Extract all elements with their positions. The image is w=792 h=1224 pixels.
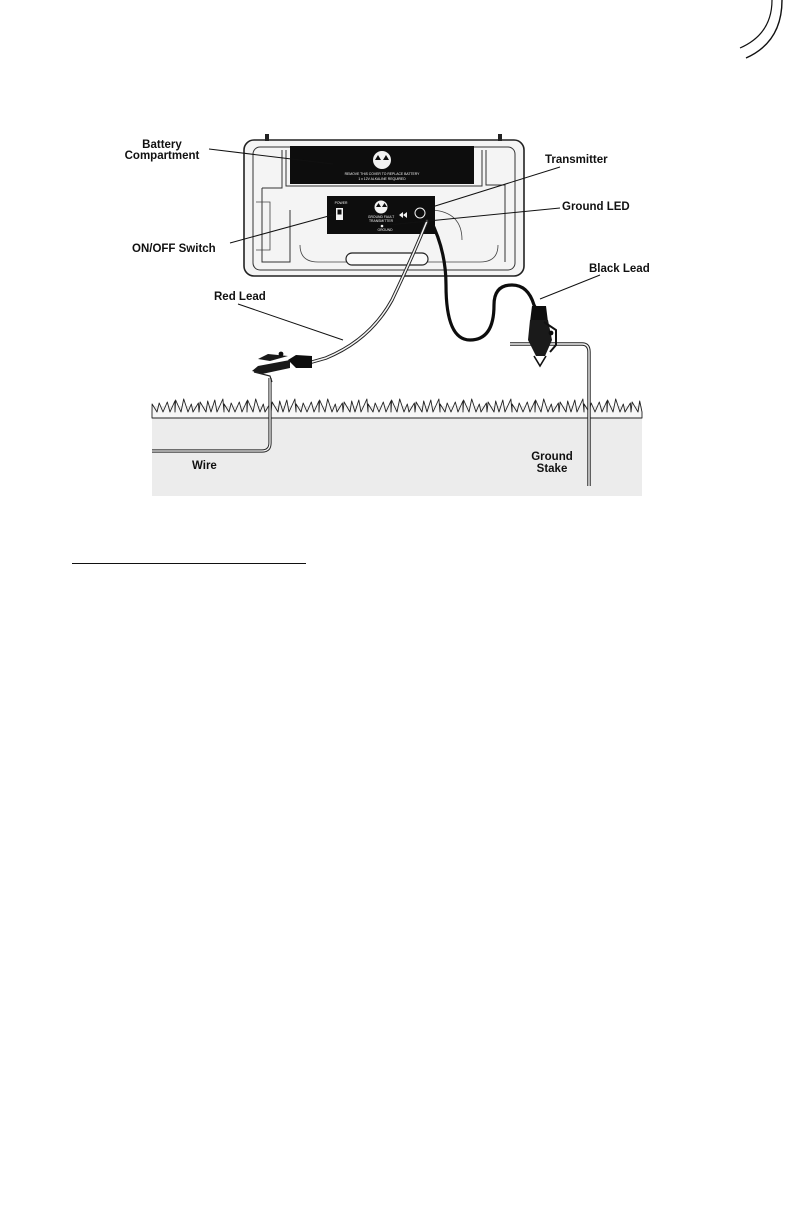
case-handle-slot xyxy=(346,253,428,265)
page-edge-arc-inner xyxy=(740,0,772,48)
black-lead-clip xyxy=(528,306,556,366)
section-heading-rule xyxy=(72,563,306,564)
ground-label: GROUND xyxy=(377,228,393,232)
transmitter-panel xyxy=(327,196,435,234)
label-ground-stake-line1: Ground xyxy=(531,451,573,463)
label-black-lead: Black Lead xyxy=(589,263,650,275)
label-transmitter: Transmitter xyxy=(545,154,608,166)
label-wire: Wire xyxy=(192,460,217,472)
battery-panel-line2: 1 x 12V ALKALINE REQUIRED xyxy=(358,177,406,181)
lead-jack xyxy=(415,208,425,218)
red-lead-clip xyxy=(252,352,312,382)
label-red-lead: Red Lead xyxy=(214,291,266,303)
transmitter-panel-line2: TRANSMITTER xyxy=(368,219,394,223)
ground-area xyxy=(152,399,642,496)
label-battery-line1: Battery xyxy=(142,139,182,151)
label-battery-line2: Compartment xyxy=(124,150,200,162)
label-on-off-switch: ON/OFF Switch xyxy=(132,243,216,255)
ground-led xyxy=(381,225,384,228)
battery-panel-line1: REMOVE THIS COVER TO REPLACE BATTERY xyxy=(344,172,420,176)
label-ground-led: Ground LED xyxy=(562,201,630,213)
transmitter-panel-line1: GROUND FAULT xyxy=(367,215,395,219)
power-label: POWER xyxy=(334,201,348,205)
battery-compartment-panel xyxy=(290,146,474,184)
label-ground-stake-line2: Stake xyxy=(536,463,568,475)
